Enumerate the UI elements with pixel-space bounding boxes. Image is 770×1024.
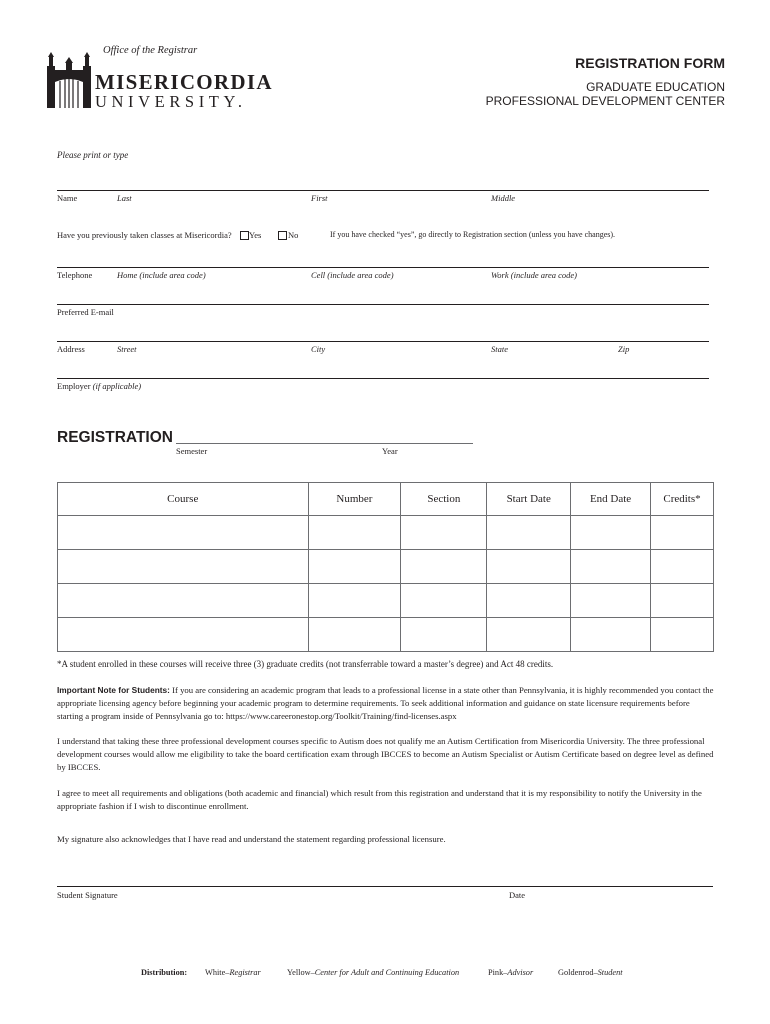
course-cell[interactable] [58, 550, 309, 584]
course-cell[interactable] [58, 516, 309, 550]
end-date-cell[interactable] [571, 516, 651, 550]
table-row [58, 550, 714, 584]
distribution-white [205, 968, 261, 977]
agreement-statement: I agree to meet all requirements and obligations (both academic and financial) which result from this registration and understand that it is my responsibility to notify the University in the appropriate fashion if I wish to discontinue enrollment. [57, 788, 702, 811]
year-field[interactable] [376, 428, 472, 444]
date-label: Date [509, 890, 526, 900]
goldenrod-recipient: Student [597, 968, 623, 977]
form-subtitle-graduate: GRADUATE EDUCATION [586, 80, 725, 94]
middle-name-label: Middle [491, 193, 516, 203]
no-label: No [288, 230, 299, 240]
credits-header: Credits* [651, 483, 714, 516]
credits-cell[interactable] [651, 618, 714, 652]
student-signature-label: Student Signature [57, 890, 118, 900]
section-cell[interactable] [401, 516, 487, 550]
section-cell[interactable] [401, 618, 487, 652]
street-label: Street [117, 344, 137, 354]
number-cell[interactable] [308, 516, 401, 550]
autism-certification-note: I understand that taking these three professional development courses specific to Autism does not qualify me an Autism Certification from Misericordia University. The three professional development courses would allow me eligibility to take the board certification exam through IBCCES to become an Autism Specialist or Autism Certificate based on degree level as defined by IBCCES. [57, 736, 714, 772]
signature-field[interactable] [57, 870, 487, 886]
number-cell[interactable] [308, 550, 401, 584]
pink-recipient: Advisor [507, 968, 534, 977]
table-row [58, 516, 714, 550]
telephone-label: Telephone [57, 270, 93, 280]
end-date-header: End Date [571, 483, 651, 516]
table-row [58, 618, 714, 652]
section-cell[interactable] [401, 550, 487, 584]
distribution-goldenrod [558, 968, 623, 977]
important-note-label: Important Note for Students: [57, 685, 170, 695]
start-date-cell[interactable] [487, 584, 571, 618]
employer-note: (if applicable) [92, 381, 142, 391]
end-date-cell[interactable] [571, 618, 651, 652]
office-of-registrar: Office of the Registrar [103, 45, 198, 56]
email-field[interactable] [57, 288, 707, 304]
signature-acknowledgement: My signature also acknowledges that I have read and understand the statement regarding professional licensure. [57, 834, 446, 844]
yes-label: Yes [249, 230, 262, 240]
name-label: Name [57, 193, 78, 203]
distribution-yellow [287, 968, 459, 977]
work-phone-label: Work (include area code) [491, 270, 577, 280]
zip-label: Zip [618, 344, 630, 354]
name-field[interactable] [116, 174, 706, 190]
year-label: Year [382, 446, 398, 456]
email-label: Preferred E-mail [57, 307, 114, 317]
yes-checkbox[interactable] [240, 231, 249, 240]
form-title: REGISTRATION FORM [575, 55, 725, 71]
date-field[interactable] [508, 870, 708, 886]
course-cell[interactable] [58, 618, 309, 652]
section-header: Section [401, 483, 487, 516]
address-line [57, 341, 709, 342]
email-line [57, 304, 709, 305]
end-date-cell[interactable] [571, 584, 651, 618]
employer-line [57, 378, 709, 379]
form-subtitle-center: PROFESSIONAL DEVELOPMENT CENTER [485, 94, 725, 108]
name-line [57, 190, 709, 191]
section-cell[interactable] [401, 584, 487, 618]
address-label: Address [57, 344, 85, 354]
yellow-copy: Yellow [287, 968, 311, 977]
credits-cell[interactable] [651, 584, 714, 618]
signature-line [57, 886, 713, 887]
employer-label-text: Employer [57, 381, 91, 391]
white-recipient: Registrar [229, 968, 261, 977]
yellow-dash: – [310, 968, 315, 977]
credits-cell[interactable] [651, 550, 714, 584]
telephone-line [57, 267, 709, 268]
start-date-cell[interactable] [487, 550, 571, 584]
credits-note: *A student enrolled in these courses will receive three (3) graduate credits (not transferrable toward a master’s degree) and Act 48 credits. [57, 659, 554, 669]
employer-field[interactable] [57, 362, 707, 378]
university-gate-logo [44, 52, 94, 108]
important-note-text: If you are considering an academic program that leads to a professional license in a state other than Pennsylvania, it is highly recommended you contact the appropriate licensing agency before beginning your academic program to determine requirements. To seek additional information and guidance on state licensure requirements before starting a program inside of Pennsylvania go to: https://www.careeronestop.org/Toolkit/Training/find-licenses.aspx [57, 685, 714, 721]
last-name-label: Last [117, 193, 132, 203]
employer-label [57, 381, 141, 391]
credits-cell[interactable] [651, 516, 714, 550]
address-field[interactable] [116, 325, 706, 341]
important-note [57, 684, 717, 723]
previous-classes-question: Have you previously taken classes at Misericordia? [57, 230, 232, 240]
telephone-field[interactable] [116, 251, 706, 267]
city-label: City [311, 344, 326, 354]
end-date-cell[interactable] [571, 550, 651, 584]
print-instructions: Please print or type [57, 150, 129, 160]
start-date-cell[interactable] [487, 516, 571, 550]
table-row [58, 584, 714, 618]
registration-heading: REGISTRATION [57, 429, 173, 446]
yellow-recipient: Center for Adult and Continuing Education [314, 968, 460, 977]
goldenrod-copy: Goldenrod [558, 968, 594, 977]
number-cell[interactable] [308, 584, 401, 618]
semester-field[interactable] [176, 428, 366, 444]
course-cell[interactable] [58, 584, 309, 618]
white-dash: – [225, 968, 230, 977]
distribution-label: Distribution: [141, 968, 188, 977]
course-header: Course [58, 483, 309, 516]
course-table [57, 482, 714, 652]
previous-classes-note: If you have checked “yes”, go directly to Registration section (unless you have changes). [330, 230, 616, 239]
number-cell[interactable] [308, 618, 401, 652]
number-header: Number [308, 483, 401, 516]
home-phone-label: Home (include area code) [117, 270, 206, 280]
no-checkbox[interactable] [278, 231, 287, 240]
state-label: State [491, 344, 508, 354]
university-name: MISERICORDIA [95, 70, 273, 94]
pink-copy: Pink [488, 968, 504, 977]
white-copy: White [205, 968, 226, 977]
cell-phone-label: Cell (include area code) [311, 270, 394, 280]
goldenrod-dash: – [593, 968, 598, 977]
distribution-pink [488, 968, 533, 977]
pink-dash: – [503, 968, 508, 977]
start-date-header: Start Date [487, 483, 571, 516]
start-date-cell[interactable] [487, 618, 571, 652]
semester-label: Semester [176, 446, 208, 456]
first-name-label: First [311, 193, 328, 203]
table-header-row [58, 483, 714, 516]
university-subname: UNIVERSITY. [95, 92, 247, 111]
